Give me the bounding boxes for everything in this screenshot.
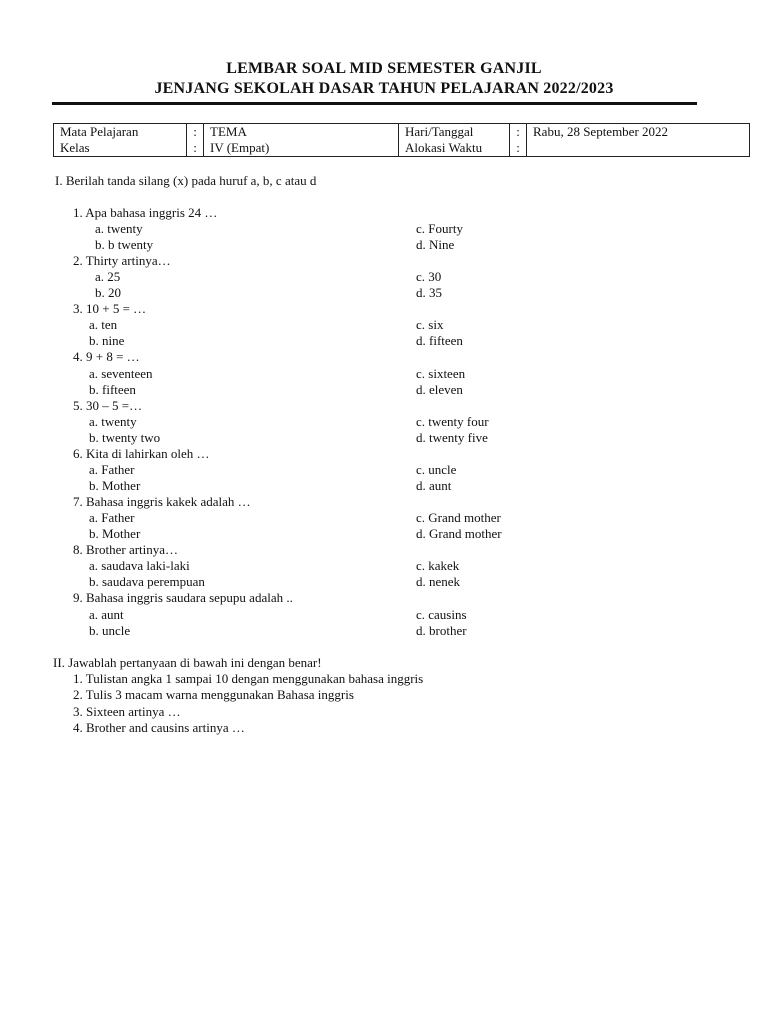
q2-option-b: b. 20 [95, 285, 121, 300]
q8-option-a: a. saudava laki-laki [89, 558, 190, 573]
question-5: 5. 30 – 5 =… [73, 398, 143, 413]
colon: : [187, 124, 204, 141]
document-title-line-2: JENJANG SEKOLAH DASAR TAHUN PELAJARAN 2022/2023 [154, 80, 614, 97]
q3-option-c: c. six [416, 317, 444, 332]
q9-option-a: a. aunt [89, 607, 124, 622]
q1-option-c: c. Fourty [416, 221, 463, 236]
alokasi-waktu-label: Alokasi Waktu [399, 140, 510, 157]
question-6: 6. Kita di lahirkan oleh … [73, 446, 210, 461]
q3-option-d: d. fifteen [416, 333, 463, 348]
q2-option-c: c. 30 [416, 269, 442, 284]
kelas-label: Kelas [54, 140, 187, 157]
hari-tanggal-label: Hari/Tanggal [399, 124, 510, 141]
q4-option-d: d. eleven [416, 382, 463, 397]
alokasi-waktu-value [527, 140, 750, 157]
q9-option-d: d. brother [416, 623, 467, 638]
essay-item-4: 4. Brother and causins artinya … [73, 720, 245, 735]
info-row-1 [54, 124, 750, 141]
essay-item-2: 2. Tulis 3 macam warna menggunakan Bahasa inggris [73, 687, 354, 702]
q6-option-c: c. uncle [416, 462, 457, 477]
q4-option-c: c. sixteen [416, 366, 466, 381]
q3-option-b: b. nine [89, 333, 125, 348]
mata-pelajaran-label: Mata Pelajaran [54, 124, 187, 141]
colon: : [510, 140, 527, 157]
q1-option-a: a. twenty [95, 221, 143, 236]
q8-option-d: d. nenek [416, 574, 461, 589]
info-row-2 [54, 140, 750, 157]
colon: : [510, 124, 527, 141]
q7-option-b: b. Mother [89, 526, 141, 541]
section-1-heading: I. Berilah tanda silang (x) pada huruf a, b, c atau d [55, 173, 317, 188]
q9-option-c: c. causins [416, 607, 467, 622]
question-2: 2. Thirty artinya… [73, 253, 171, 268]
essay-item-3: 3. Sixteen artinya … [73, 704, 181, 719]
question-9: 9. Bahasa inggris saudara sepupu adalah .. [73, 590, 293, 605]
q7-option-c: c. Grand mother [416, 510, 501, 525]
q2-option-d: d. 35 [416, 285, 442, 300]
q2-option-a: a. 25 [95, 269, 121, 284]
q1-option-d: d. Nine [416, 237, 455, 252]
question-1: 1. Apa bahasa inggris 24 … [73, 205, 218, 220]
q7-option-a: a. Father [89, 510, 135, 525]
q4-option-b: b. fifteen [89, 382, 136, 397]
q8-option-c: c. kakek [416, 558, 460, 573]
q1-option-b: b. b twenty [95, 237, 154, 252]
q6-option-a: a. Father [89, 462, 135, 477]
q7-option-d: d. Grand mother [416, 526, 502, 541]
q5-option-d: d. twenty five [416, 430, 488, 445]
q4-option-a: a. seventeen [89, 366, 153, 381]
essay-item-1: 1. Tulistan angka 1 sampai 10 dengan menggunakan bahasa inggris [73, 671, 424, 686]
question-4: 4. 9 + 8 = … [73, 349, 140, 364]
q9-option-b: b. uncle [89, 623, 131, 638]
exam-info-table [53, 123, 750, 157]
mata-pelajaran-value: TEMA [204, 124, 399, 141]
q8-option-b: b. saudava perempuan [89, 574, 205, 589]
q6-option-b: b. Mother [89, 478, 141, 493]
document-title-line-1: LEMBAR SOAL MID SEMESTER GANJIL [226, 60, 542, 77]
q6-option-d: d. aunt [416, 478, 452, 493]
title-divider [52, 102, 697, 105]
section-2-heading: II. Jawablah pertanyaan di bawah ini dengan benar! [53, 655, 322, 670]
q5-option-a: a. twenty [89, 414, 137, 429]
question-3: 3. 10 + 5 = … [73, 301, 147, 316]
q5-option-b: b. twenty two [89, 430, 161, 445]
q5-option-c: c. twenty four [416, 414, 489, 429]
kelas-value: IV (Empat) [204, 140, 399, 157]
q3-option-a: a. ten [89, 317, 118, 332]
hari-tanggal-value: Rabu, 28 September 2022 [527, 124, 750, 141]
question-7: 7. Bahasa inggris kakek adalah … [73, 494, 251, 509]
question-8: 8. Brother artinya… [73, 542, 179, 557]
colon: : [187, 140, 204, 157]
